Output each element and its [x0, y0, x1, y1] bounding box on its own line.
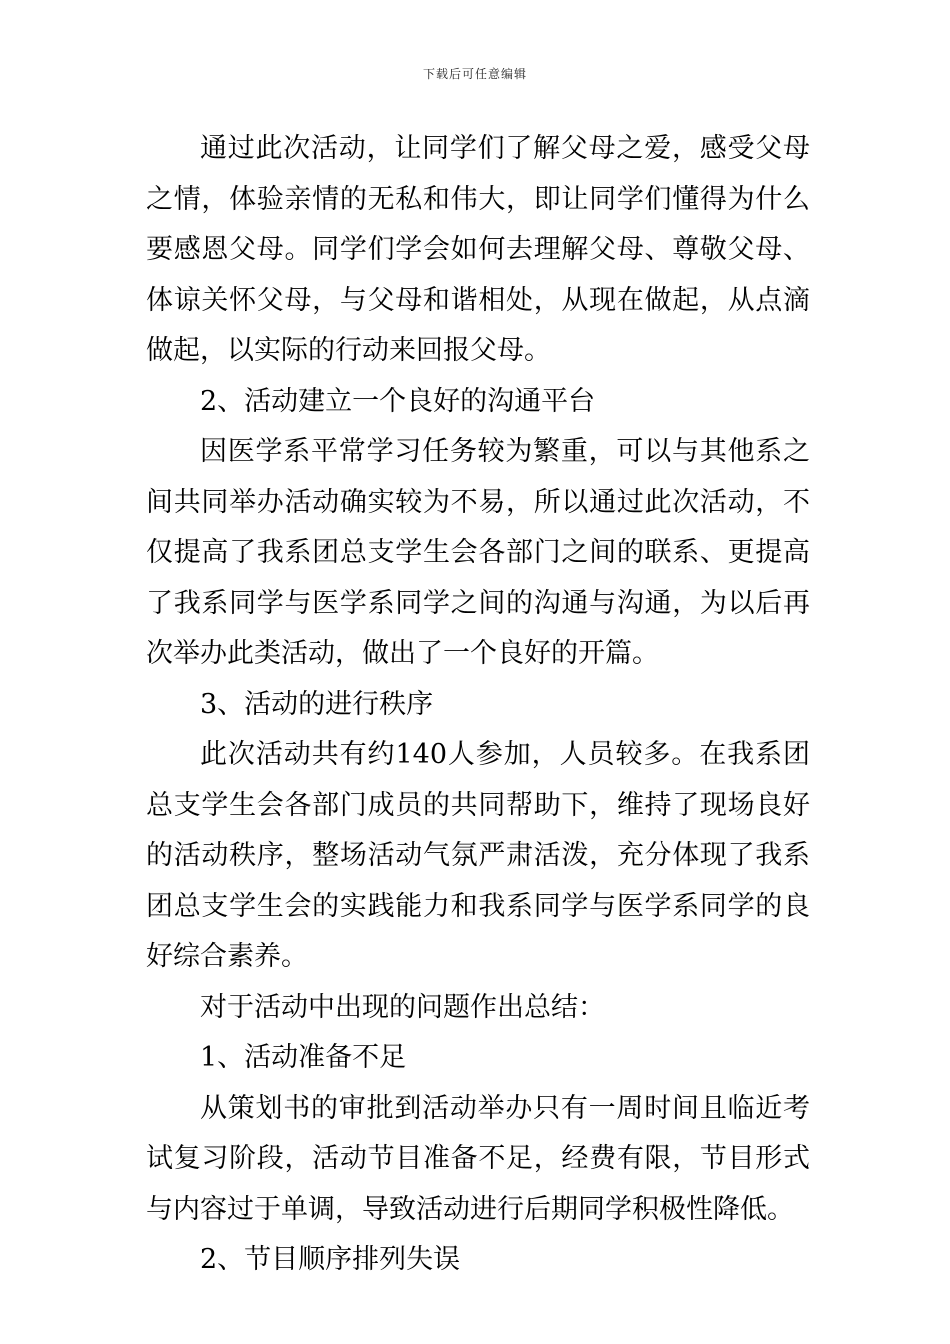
problem-paragraph-1: 从策划书的审批到活动举办只有一周时间且临近考试复习阶段，活动节目准备不足，经费有限，节目形式与内容过于单调，导致活动进行后期同学积极性降低。: [146, 1092, 810, 1225]
heading-2: 2、活动建立一个良好的沟通平台: [200, 385, 596, 417]
summary-intro: 对于活动中出现的问题作出总结：: [200, 991, 605, 1023]
paragraph-1: 通过此次活动，让同学们了解父母之爱，感受父母之情，体验亲情的无私和伟大，即让同学们懂得为什么要感恩父母。同学们学会如何去理解父母、尊敬父母、体谅关怀父母，与父母和谐相处，从现在做起，从点滴做起，以实际的行动来回报父母。: [146, 133, 810, 366]
problem-heading-1: 1、活动准备不足: [200, 1042, 407, 1073]
heading-3: 3、活动的进行秩序: [200, 688, 434, 720]
paragraph-3: 此次活动共有约140人参加，人员较多。在我系团总支学生会各部门成员的共同帮助下，维持了现场良好的活动秩序，整场活动气氛严肃活泼，充分体现了我系团总支学生会的实践能力和我系同学与医学系同学的良好综合素养。: [146, 739, 810, 972]
page-header: 下载后可任意编辑: [422, 67, 527, 81]
paragraph-2: 因医学系平常学习任务较为繁重，可以与其他系之间共同举办活动确实较为不易，所以通过此次活动，不仅提高了我系团总支学生会各部门之间的联系、更提高了我系同学与医学系同学之间的沟通与沟通，为以后再次举办此类活动，做出了一个良好的开篇。: [146, 436, 810, 669]
problem-heading-2: 2、节目顺序排列失误: [200, 1244, 461, 1275]
document-body: [146, 124, 810, 1286]
